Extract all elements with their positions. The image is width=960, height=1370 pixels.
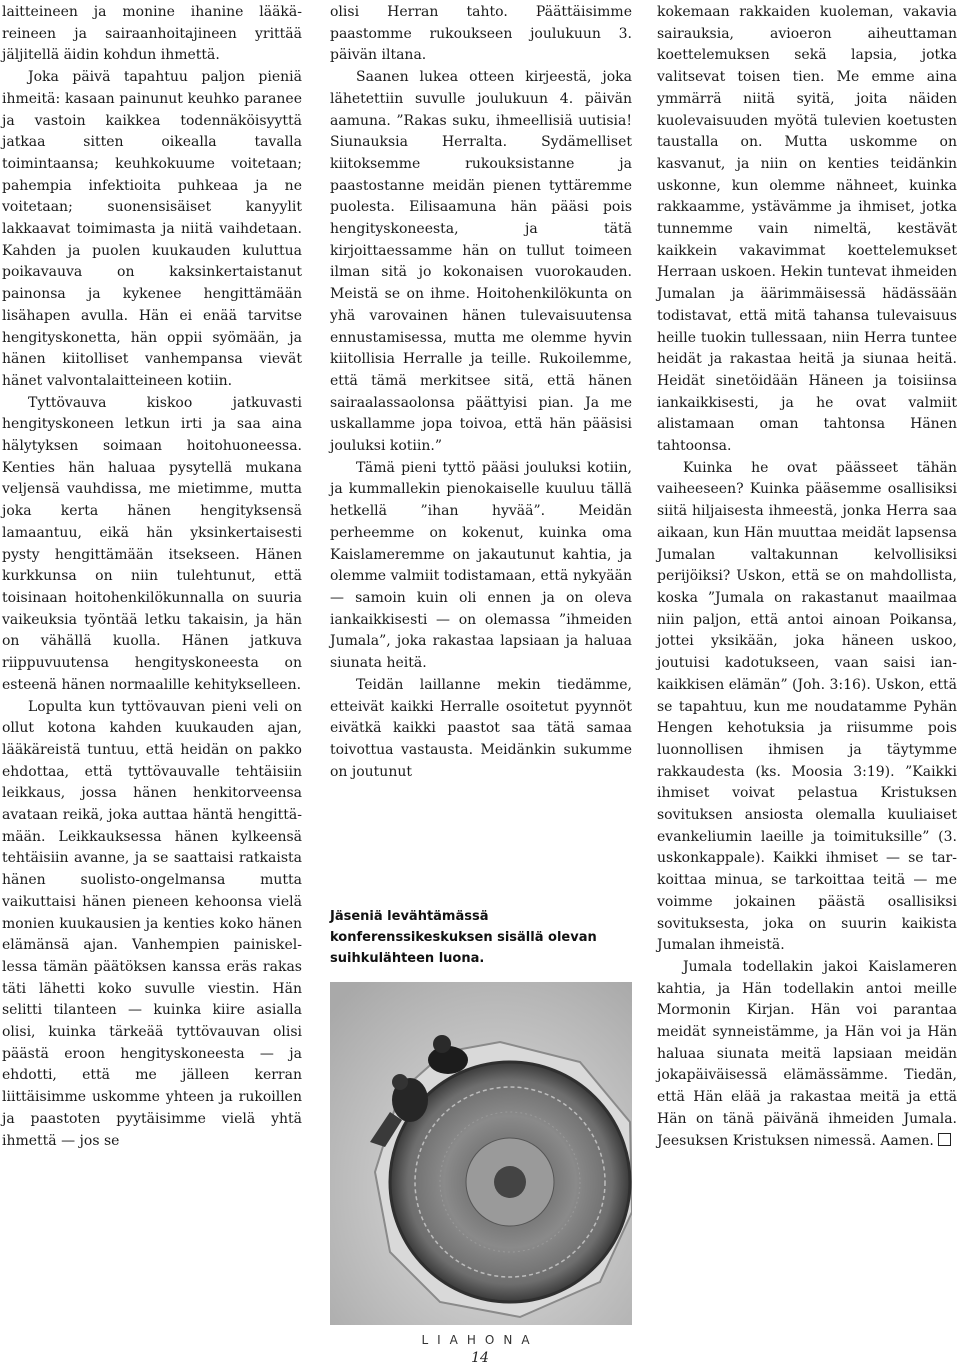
fountain-photo-illustration xyxy=(330,982,632,1325)
paragraph-text: Jumala todellakin jakoi Kaislameren kahtia, ja Hän todellakin antoi meille Mormonin Kirjan. Hän voi parantaa meidät synneistämme, ja Hän voi ja Hän haluaa siunata meitä lapsiaan meidän jokapäiväisessä elämässämme. Tiedän, että Hän elää ja rakastaa meitä ja että Hän on tänä päivänä ihmeiden Jumala. Jeesuksen Kristuksen nimessä. Aamen. xyxy=(657,958,957,1149)
paragraph: Saanen lukea otteen kirjeestä, joka lähetettiin suvulle joulukuun 4. päivän aamuna. ”Rakas suku, ihmeellisiä uutisia! Siunauksia Herralta. Sydämelliset kiitoksemme rukouksistanne ja paastostanne meidän pienen tyttäremme puolesta. Eilisaamuna hän pääsi pois hengityskoneesta, ja tätä kirjoittaessamme hän on tullut toimeen ilman sitä jo kokonaisen vuorokauden. Meistä se on ihme. Hoitohenkilökunta on yhä varovainen hänen tulevaisuutensa ennustamisessa, mutta me olemme hyvin kiitollisia Herralle ja teille. Rukoilemme, että tämä merkitsee sitä, että hänen sairaalassaolonsa päättyisi pian. Ja me uskallamme jopa toivoa, että hän pääsisi jouluksi kotiin.” xyxy=(330,69,632,455)
paragraph xyxy=(657,957,957,1152)
paragraph: Tämä pieni tyttö pääsi jouluksi kotiin, ja kummallekin pienokaiselle kuuluu tällä hetkellä ”ihan hyvää”. Meidän perheemme on kokenut, kuinka oma Kaislameremme on jakautunut kahtia, ja olemme valmiit todistamaan, että nykyään — samoin kuin oli ennen ja on oleva iankaikkisesti — on olemassa ”ihmeiden Jumala”, joka rakastaa lapsiaan ja haluaa siunata heitä. xyxy=(330,459,632,672)
paragraph: laitteineen ja monine ihanine lääkäreineen ja sairaanhoitajineen yrittää jäljitellä äidin kohdun ihmettä. xyxy=(2,4,302,64)
magazine-name: LIAHONA xyxy=(421,1333,539,1347)
paragraph: Kuinka he ovat päässeet tähän vaiheeseen? Kuinka pääsemme osallisiksi siitä hiljaisesta ihmeestä, jonka Herra saa aikaan, kun Hän muuttaa meidät lapsensa Jumalan valtakunnan kelvollisiksi perijöiksi? Uskon, että se on mahdollista, koska ”Jumala on rakastanut maailmaa niin paljon, että antoi ainoan Poikansa, jottei yksikään, joka häneen uskoo, joutuisi kadotukseen, vaan saisi iankaikkisen elämän” (Joh. 3:16). Uskon, että se tapahtuu, kun me noudatamme Pyhän Hengen kehotuksia ja riisumme pois luonnollisen ihmisen ja täytymme rakkaudesta (ks. Moosia 3:19). ”Kaikki ihmiset voivat pelastua Kristuksen sovituksen ansiosta olemalla kuuliaiset evankeliumin laeille ja toimituksille” (3. uskonkappale). Kaikki ihmiset — se tarkoittaa minua, se tarkoittaa teitä — me voimme jokainen päästä osallisiksi sovituksesta, joka on suurin kaikista Jumalan ihmeistä. xyxy=(657,459,957,954)
paragraph: olisi Herran tahto. Päättäisimme paastomme rukoukseen joulukuun 3. päivän iltana. xyxy=(330,4,632,64)
paragraph: Lopulta kun tyttövauvan pieni veli on ollut kotona kahden kuukauden ajan, lääkäreistä tuntuu, että heidän on pakko ehdottaa, että tyttövauvalle tehtäisiin leikkaus, jossa hänen henkitorveensa avataan reikä, joka auttaa häntä hengittämään. Leikkauksessa hänen kylkeensä tehtäisiin avanne, ja se saattaisi ratkaista hänen suolisto-ongelmansa mutta vaikuttaisi hänen pieneen kehoonsa vielä monien kuukausien ja kenties koko hänen elämänsä ajan. Vanhempien painiskellessa tämän päätöksen kanssa eräs rakas täti lähetti koko suvulle viestin. Hän selitti tilanteen — kuinka kiire asialla olisi, kuinka tärkeää tyttövauvan olisi päästä eroon hengityskoneesta — ja ehdotti, että me jälleen kerran liittäisimme uskomme yhteen ja rukoillen ja paastoten pyytäisimme vielä yhtä ihmettä — jos se xyxy=(2,698,302,1149)
text-column-1 xyxy=(2,2,302,1152)
photo-caption: Jäseniä levähtämässä konferenssikeskuksen sisällä olevan suihkulähteen luona. xyxy=(330,909,597,966)
page-number: 14 xyxy=(471,1350,489,1366)
paragraph: Tyttövauva kiskoo jatkuvasti hengityskoneen letkun irti ja saa aina hälytyksen soimaan hoitohuoneessa. Kenties hän haluaa pysytellä mukana veljensä vauhdissa, me mietimme, mutta joka kerta hänen hengityksensä lamaantuu, eikä hän yksinkertaisesti pysty hengittämään itsekseen. Hänen kurkkunsa on niin tulehtunut, että toisinaan hoitohenkilökunnalla on suuria vaikeuksia työntää letku takaisin, ja hän on vähällä kuolla. Hänen jatkuva riippuvuutensa hengityskoneesta on esteenä hänen normaalille kehitykselleen. xyxy=(2,394,302,693)
paragraph: Teidän laillanne mekin tiedämme, etteivät kaikki Herralle osoitetut pyynnöt eivätkä kaikki paastot saa tätä samaa toivottua vastausta. Meidänkin sukumme on joutunut xyxy=(330,676,632,780)
fountain-photo xyxy=(330,982,632,1325)
end-of-article-square-icon xyxy=(938,1133,951,1146)
paragraph: kokemaan rakkaiden kuoleman, vakavia sairauksia, avioeron aiheuttaman koettelemuksen sekä lapsia, jotka valitsevat toisen tien. Me emme aina ymmärrä niitä syitä, joita näiden kuolevaisuuden myötä tulevien koetusten taustalla on. Mutta uskomme on kasvanut, ja niin on kenties teidänkin uskonne, kun olemme nähneet, kuinka rakkaamme, ystävämme ja ihmiset, jotka tunnemme vain nimeltä, kestävät kaikkein vakavimmat koettelemukset Herraan uskoen. Hekin tuntevat ihmeiden Jumalan ja äärimmäisessä hädässään todistavat, että mitä tahansa tulevaisuus heille tuokin tullessaan, niin Herra tuntee heidät ja rakastaa heitä ja siunaa heitä. Heidät sinetöidään Häneen ja toisiinsa iankaikkisesti, ja he ovat valmiit alistamaan oman tahtonsa Hänen tahtoonsa. xyxy=(657,4,957,455)
text-column-2 xyxy=(330,2,632,783)
paragraph: Joka päivä tapahtuu paljon pieniä ihmeitä: kasaan painunut keuhko paranee ja vastoin kaikkea todennäköisyyttä jatkaa sitten oikealla tavalla toimintaansa; keuhkokuume voitetaan; pahempia infektioita puhkeaa ja ne voitetaan; suonensisäiset kanyylit lakkaavat toimimasta ja niitä vaihdetaan. Kahden ja puolen kuukauden kuluttua poikavauva on kaksinkertaistanut painonsa ja kykenee hengittämään lisähapen avulla. Hän ei enää tarvitse hengityskonetta, hän oppii syömään, ja hänen kiitolliset vanhempansa vievät hänet valvontalaitteineen kotiin. xyxy=(2,69,302,389)
text-column-3 xyxy=(657,2,957,1152)
